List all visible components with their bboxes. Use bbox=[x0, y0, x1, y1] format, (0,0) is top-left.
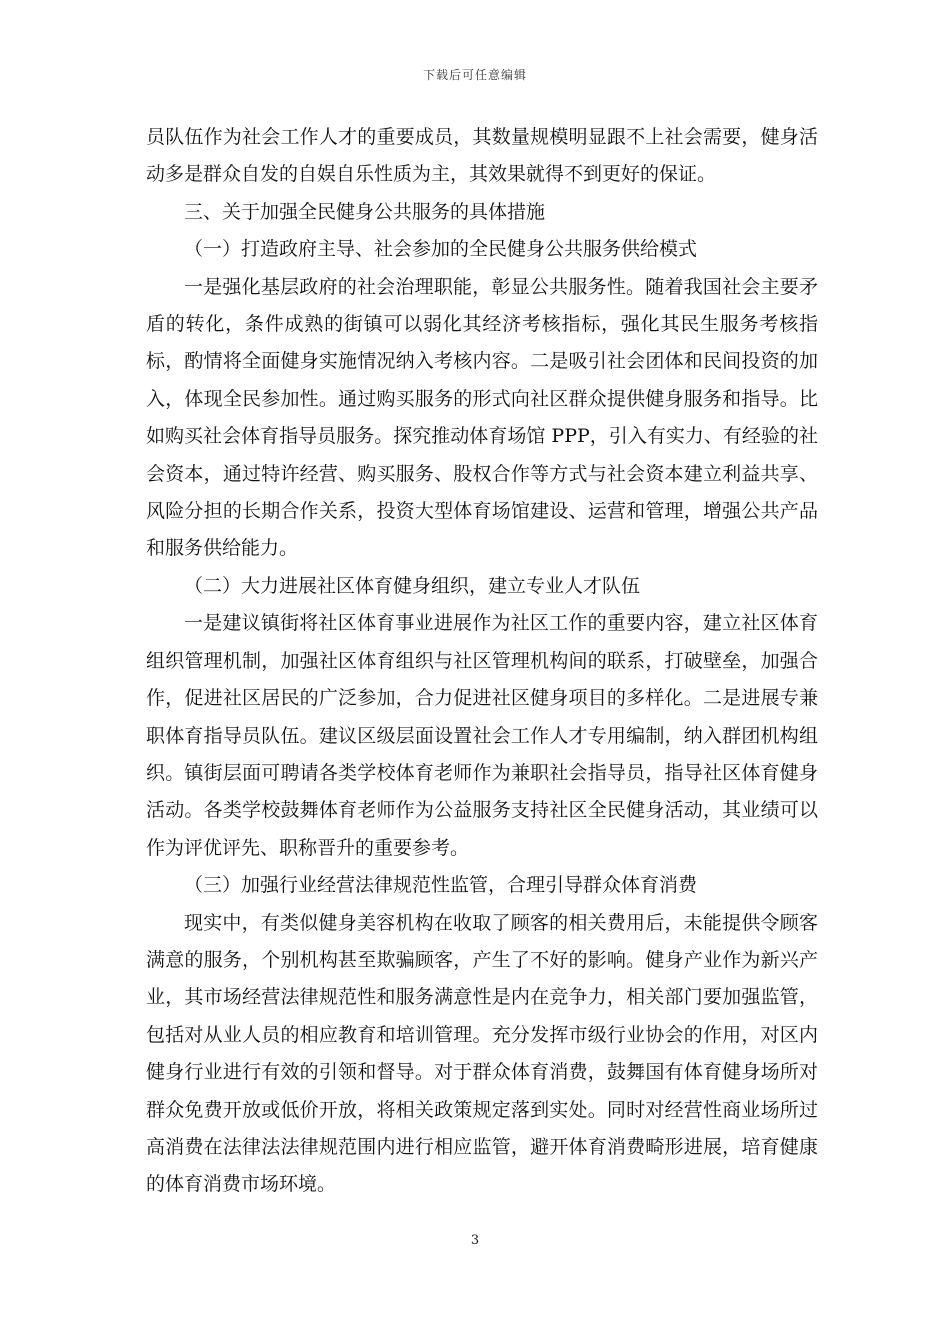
paragraph-3: 现实中，有类似健身美容机构在收取了顾客的相关费用后，未能提供令顾客满意的服务，个别机构甚至欺骗顾客，产生了不好的影响。健身产业作为新兴产业，其市场经营法律规范性和服务满意性是内在竞争力，相关部门要加强监管，包括对从业人员的相应教育和培训管理。充分发挥市级行业协会的作用，对区内健身行业进行有效的引领和督导。对于群众体育消费，鼓舞国有体育健身场所对群众免费开放或低价开放，将相关政策规定落到实处。同时对经营性商业场所过高消费在法律法法律规范围内进行相应监管，避开体育消费畸形进展，培育健康的体育消费市场环境。 bbox=[146, 911, 818, 1196]
document-body bbox=[146, 119, 818, 1204]
page-number: 3 bbox=[470, 1233, 480, 1248]
paragraph-2: 一是建议镇街将社区体育事业进展作为社区工作的重要内容，建立社区体育组织管理机制，加强社区体育组织与社区管理机构间的联系，打破壁垒，加强合作，促进社区居民的广泛参加，合力促进社区健身项目的多样化。二是进展专兼职体育指导员队伍。建议区级层面设置社会工作人才专用编制，纳入群团机构组织。镇街层面可聘请各类学校体育老师作为兼职社会指导员，指导社区体育健身活动。各类学校鼓舞体育老师作为公益服务支持社区全民健身活动，其业绩可以作为评优评先、职称晋升的重要参考。 bbox=[146, 612, 818, 859]
subsection-heading-2: （二）大力进展社区体育健身组织，建立专业人才队伍 bbox=[184, 574, 641, 597]
paragraph-1: 一是强化基层政府的社会治理职能，彰显公共服务性。随着我国社会主要矛盾的转化，条件成熟的街镇可以弱化其经济考核指标，强化其民生服务考核指标，酌情将全面健身实施情况纳入考核内容。二是吸引社会团体和民间投资的加入，体现全民参加性。通过购买服务的形式向社区群众提供健身服务和指导。比如购买社会体育指导员服务。探究推动体育场馆 PPP，引入有实力、有经验的社会资本，通过特许经营、购买服务、股权合作等方式与社会资本建立利益共享、风险分担的长期合作关系，投资大型体育场馆建设、运营和管理，增强公共产品和服务供给能力。 bbox=[146, 275, 818, 560]
section-heading: 三、关于加强全民健身公共服务的具体措施 bbox=[184, 200, 546, 223]
page-header: 下载后可任意编辑 bbox=[422, 68, 527, 82]
subsection-heading-1: （一）打造政府主导、社会参加的全民健身公共服务供给模式 bbox=[184, 238, 698, 261]
paragraph-continuation: 员队伍作为社会工作人才的重要成员，其数量规模明显跟不上社会需要，健身活动多是群众自发的自娱自乐性质为主，其效果就得不到更好的保证。 bbox=[146, 126, 818, 186]
subsection-heading-3: （三）加强行业经营法律规范性监管，合理引导群众体育消费 bbox=[184, 874, 698, 897]
